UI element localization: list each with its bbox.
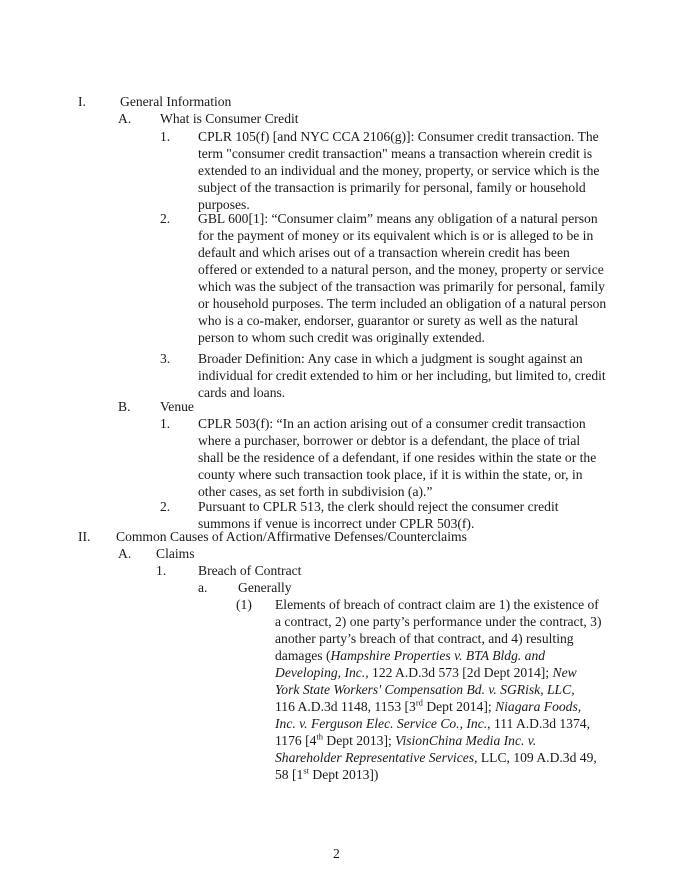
citation: , LLC, 109 A.D.3d 49, (474, 750, 597, 765)
item-i-a-1-number: 1. (160, 129, 171, 144)
text-line: purposes. (198, 197, 250, 212)
text-line: CPLR 503(f): “In an action arising out of a consumer credit transaction (198, 416, 586, 431)
citation: Dept 2014]; (422, 699, 496, 714)
text-line: term "consumer credit transaction" means a transaction wherein credit is (198, 146, 593, 161)
section-ii-heading: Common Causes of Action/Affirmative Defenses/Counterclaims (116, 529, 467, 544)
section-i-a-number: A. (118, 111, 132, 126)
citation: , 111 A.D.3d 1374, (487, 716, 590, 731)
item-i-a-3-number: 3. (160, 351, 171, 366)
section-ii-a-number: A. (118, 546, 132, 561)
text-line: where a purchaser, borrower or debtor is a defendant, the place of trial (198, 433, 581, 448)
citation: , (571, 682, 575, 697)
ordinal-suffix: rd (415, 697, 423, 708)
section-i-b-number: B. (118, 399, 131, 414)
ordinal-suffix: th (316, 731, 324, 742)
section-ii-a-1-a-heading: Generally (238, 580, 292, 595)
case-name: York State Workers' Compensation Bd. v. SGRisk, LLC (275, 682, 572, 697)
section-ii-a-1-a-number: a. (198, 580, 208, 595)
item-i-a-2-number: 2. (160, 211, 171, 226)
item-elements-number: (1) (236, 597, 252, 612)
text-line: default and which arises out of a transaction wherein credit has been (198, 245, 570, 260)
text-line (275, 647, 545, 664)
case-name: Niagara Foods, (495, 699, 582, 714)
text-run: damages ( (275, 648, 331, 663)
citation: 58 [1 (275, 767, 304, 782)
text-line: Pursuant to CPLR 513, the clerk should reject the consumer credit (198, 499, 559, 514)
text-line: extended to an individual and the money, property, or service which is the (198, 163, 600, 178)
ordinal-suffix: st (303, 765, 309, 776)
page-number: 2 (333, 846, 340, 861)
citation: 116 A.D.3d 1148, 1153 [3 (275, 699, 416, 714)
text-line: who is a co-maker, endorser, guarantor or surety as well as the natural (198, 313, 579, 328)
text-line: subject of the transaction is primarily for personal, family or household (198, 180, 586, 195)
section-ii-a-1-number: 1. (156, 563, 167, 578)
case-name: Inc. v. Ferguson Elec. Service Co., Inc. (275, 716, 488, 731)
text-line (275, 698, 581, 715)
text-line (275, 681, 575, 698)
text-line: person to whom such credit was originally extended. (198, 330, 485, 345)
text-line: Elements of breach of contract claim are 1) the existence of (275, 597, 599, 612)
text-line: shall be the residence of a defendant, if one resides within the state or the (198, 450, 597, 465)
section-i-heading: General Information (120, 94, 232, 109)
text-line: individual for credit extended to him or her including, but limited to, credit (198, 368, 606, 383)
text-line: a contract, 2) one party’s performance under the contract, 3) (275, 614, 602, 629)
citation: , 122 A.D.3d 573 [2d Dept 2014]; (365, 665, 553, 680)
text-line: GBL 600[1]: “Consumer claim” means any obligation of a natural person (198, 211, 598, 226)
text-line: another party’s breach of that contract, and 4) resulting (275, 631, 574, 646)
text-line: cards and loans. (198, 385, 286, 400)
citation: Dept 2013]) (309, 767, 379, 782)
text-line (275, 766, 378, 783)
item-i-b-1-number: 1. (160, 416, 171, 431)
text-line: offered or extended to a natural person, and the money, property or service (198, 262, 604, 277)
section-i-number: I. (78, 94, 86, 109)
case-name: VisionChina Media Inc. v. (395, 733, 537, 748)
text-line: or household purposes. The term included an obligation of a natural person (198, 296, 607, 311)
text-line: other cases, as set forth in subdivision (a).” (198, 484, 433, 499)
case-name: Developing, Inc. (275, 665, 366, 680)
text-line (275, 732, 536, 749)
section-ii-number: II. (78, 529, 91, 544)
text-line (275, 715, 590, 732)
text-line: CPLR 105(f) [and NYC CCA 2106(g)]: Consumer credit transaction. The (198, 129, 599, 144)
citation: Dept 2013]; (323, 733, 396, 748)
section-i-b-heading: Venue (160, 399, 194, 414)
text-line: county where such transaction took place, if it is within the state, or, in (198, 467, 583, 482)
section-ii-a-heading: Claims (156, 546, 195, 561)
text-line (275, 749, 597, 766)
citation: 1176 [4 (275, 733, 317, 748)
case-name: Hampshire Properties v. BTA Bldg. and (330, 648, 546, 663)
case-name: New (552, 665, 577, 680)
text-line: summons if venue is incorrect under CPLR 503(f). (198, 516, 475, 531)
case-name: Shareholder Representative Services (275, 750, 475, 765)
text-line: which was the subject of the transaction was primarily for personal, family (198, 279, 605, 294)
text-line: Broader Definition: Any case in which a judgment is sought against an (198, 351, 583, 366)
section-ii-a-1-heading: Breach of Contract (198, 563, 302, 578)
item-i-b-2-number: 2. (160, 499, 171, 514)
text-line: for the payment of money or its equivalent which is or is alleged to be in (198, 228, 594, 243)
section-i-a-heading: What is Consumer Credit (160, 111, 299, 126)
text-line (275, 664, 577, 681)
